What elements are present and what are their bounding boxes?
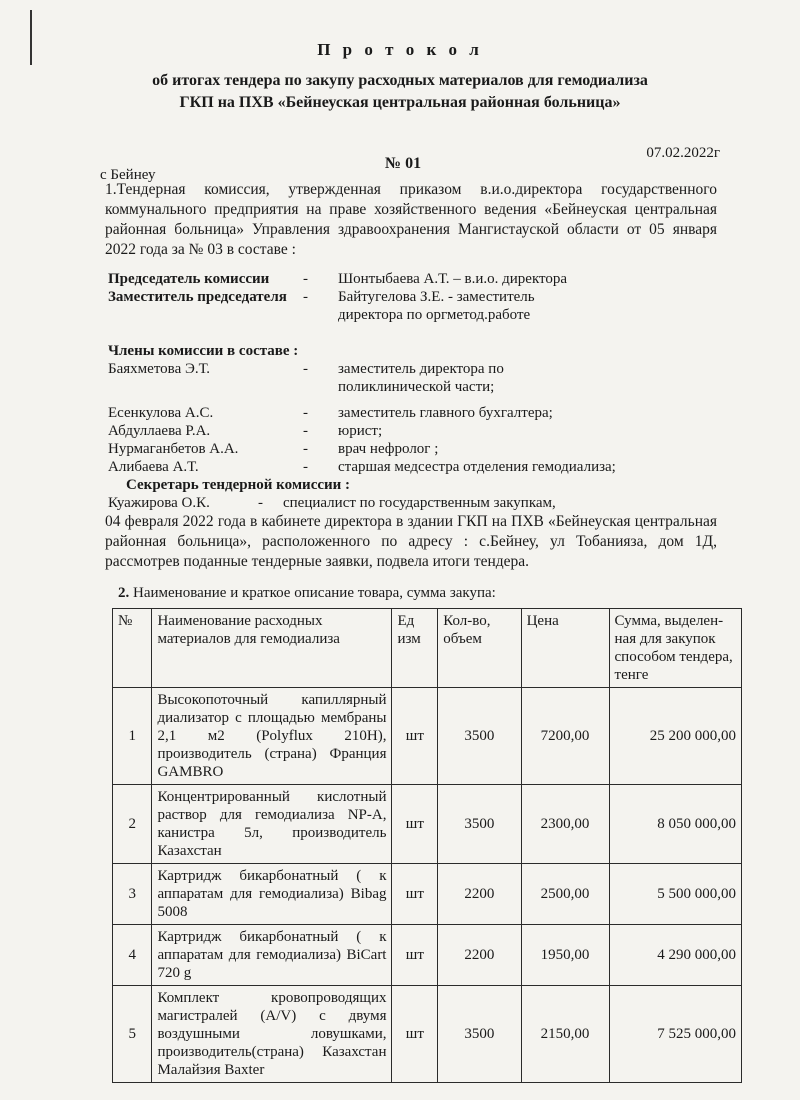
col-header-price: Цена	[521, 609, 609, 688]
deputy-label: Заместитель председателя	[108, 289, 287, 305]
row-name: Высокопоточный капиллярный диализатор с площадью мембраны 2,1 м2 (Polyflux 210H), производитель (страна) Франция GAMBRO	[152, 688, 392, 785]
member-role: заместитель главного бухгалтера;	[338, 405, 553, 421]
row-qty: 3500	[438, 785, 521, 864]
member-row: Абдуллаева Р.А. - юрист;	[108, 423, 383, 439]
section-2-text: Наименование и краткое описание товара, сумма закупа:	[133, 585, 496, 601]
secretary-label-row	[108, 476, 728, 494]
table-row	[113, 925, 742, 986]
col-header-num: №	[113, 609, 152, 688]
row-num: 1	[113, 688, 152, 785]
member-role: поликлинической части;	[338, 379, 495, 395]
row-num: 2	[113, 785, 152, 864]
deputy-row: Заместитель председателя - Байтугелова З.Е. - заместитель	[108, 289, 535, 305]
row-price: 1950,00	[521, 925, 609, 986]
chair-label: Председатель комиссии	[108, 271, 270, 287]
col-header-sum: Сумма, выделен-ная для закупок способом тендера, тенге	[609, 609, 741, 688]
row-qty: 3500	[438, 688, 521, 785]
member-name: Есенкулова А.С.	[108, 405, 214, 421]
row-qty: 3500	[438, 986, 521, 1083]
member-row: Нурмаганбетов А.А. - врач нефролог ;	[108, 441, 439, 457]
chair-row: Председатель комиссии - Шонтыбаева А.Т. – в.и.о. директора	[108, 271, 568, 287]
row-qty: 2200	[438, 925, 521, 986]
document-subtitle	[120, 70, 680, 114]
member-row: Есенкулова А.С. - заместитель главного бухгалтера;	[108, 405, 553, 421]
row-sum: 5 500 000,00	[609, 864, 741, 925]
row-name: Комплект кровопроводящих магистралей (A/V) с двумя воздушными ловушками, производитель(страна) Казахстан Малайзия Baxter	[152, 986, 392, 1083]
protocol-date: 07.02.2022г	[646, 145, 720, 161]
items-table	[112, 608, 742, 1083]
row-unit: шт	[392, 785, 438, 864]
row-unit: шт	[392, 688, 438, 785]
member-role: врач нефролог ;	[338, 441, 439, 457]
row-num: 4	[113, 925, 152, 986]
member-name: Абдуллаева Р.А.	[108, 423, 211, 439]
section-1-text: 1.Тендерная комиссия, утвержденная приказом в.и.о.директора государственного коммунального предприятия на праве хозяйственного ведения «Бейнеуская центральная районная больница» Управления здравоохранения Мангистауской области от 05 января 2022 года за № 03 в составе :	[105, 181, 717, 258]
protocol-number: № 01	[385, 155, 422, 172]
row-unit: шт	[392, 925, 438, 986]
deputy-role: директора по оргметод.работе	[338, 307, 531, 323]
table-header-row	[113, 609, 742, 688]
row-sum: 7 525 000,00	[609, 986, 741, 1083]
document-title: П р о т о к о л	[317, 40, 483, 59]
member-row: Баяхметова Э.Т. - заместитель директора по	[108, 361, 504, 377]
subtitle-line-2: ГКП на ПХВ «Бейнеуская центральная районная больница»	[179, 94, 621, 111]
city-label: с Бейнеу	[100, 167, 156, 183]
member-row: Алибаева А.Т. - старшая медсестра отделения гемодиализа;	[108, 459, 616, 475]
row-name: Концентрированный кислотный раствор для гемодиализа NP-A, канистра 5л, производитель Казахстан	[152, 785, 392, 864]
row-num: 3	[113, 864, 152, 925]
row-name: Картридж бикарбонатный ( к аппаратам для гемодиализа) BiCart 720 g	[152, 925, 392, 986]
deputy-row-2	[108, 306, 728, 324]
section-2-number: 2.	[118, 585, 130, 601]
row-sum: 8 050 000,00	[609, 785, 741, 864]
chair-name: Шонтыбаева А.Т. – в.и.о. директора	[338, 271, 568, 287]
table-row	[113, 785, 742, 864]
row-num: 5	[113, 986, 152, 1083]
row-sum: 25 200 000,00	[609, 688, 741, 785]
table-row	[113, 986, 742, 1083]
secretary-name: Куажирова О.К.	[108, 495, 210, 511]
col-header-qty: Кол-во, объем	[438, 609, 521, 688]
row-qty: 2200	[438, 864, 521, 925]
member-row-cont	[108, 378, 728, 396]
row-unit: шт	[392, 986, 438, 1083]
member-role: заместитель директора по	[338, 361, 504, 377]
member-name: Нурмаганбетов А.А.	[108, 441, 239, 457]
member-name: Баяхметова Э.Т.	[108, 361, 211, 377]
table-row	[113, 688, 742, 785]
document-meta	[100, 145, 720, 185]
member-name: Алибаева А.Т.	[108, 459, 199, 475]
row-name: Картридж бикарбонатный ( к аппаратам для гемодиализа) Bibag 5008	[152, 864, 392, 925]
deputy-name: Байтугелова З.Е. - заместитель	[338, 289, 535, 305]
col-header-name: Наименование расходных материалов для гемодиализа	[152, 609, 392, 688]
row-unit: шт	[392, 864, 438, 925]
member-role: старшая медсестра отделения гемодиализа;	[338, 459, 616, 475]
table-row	[113, 864, 742, 925]
commission-list	[108, 270, 728, 512]
secretary-role: специалист по государственным закупкам,	[283, 495, 556, 511]
row-sum: 4 290 000,00	[609, 925, 741, 986]
meeting-text: 04 февраля 2022 года в кабинете директора в здании ГКП на ПХВ «Бейнеуская центральная районная больница», расположенного по адресу : с.Бейнеу, ул Тобанияза, дом 1Д, рассмотрев поданные тендерные заявки, подвела итоги тендера.	[105, 513, 717, 570]
row-price: 7200,00	[521, 688, 609, 785]
members-label: Члены комиссии в составе :	[108, 343, 299, 359]
row-price: 2500,00	[521, 864, 609, 925]
row-price: 2150,00	[521, 986, 609, 1083]
section-2-heading	[118, 585, 496, 602]
row-price: 2300,00	[521, 785, 609, 864]
secretary-label: Секретарь тендерной комиссии :	[126, 477, 351, 493]
member-role: юрист;	[338, 423, 383, 439]
subtitle-line-1: об итогах тендера по закупу расходных материалов для гемодиализа	[152, 72, 648, 89]
secretary-row: Куажирова О.К. - специалист по государственным закупкам,	[108, 495, 556, 511]
col-header-unit: Ед изм	[392, 609, 438, 688]
members-label-row	[108, 342, 728, 360]
